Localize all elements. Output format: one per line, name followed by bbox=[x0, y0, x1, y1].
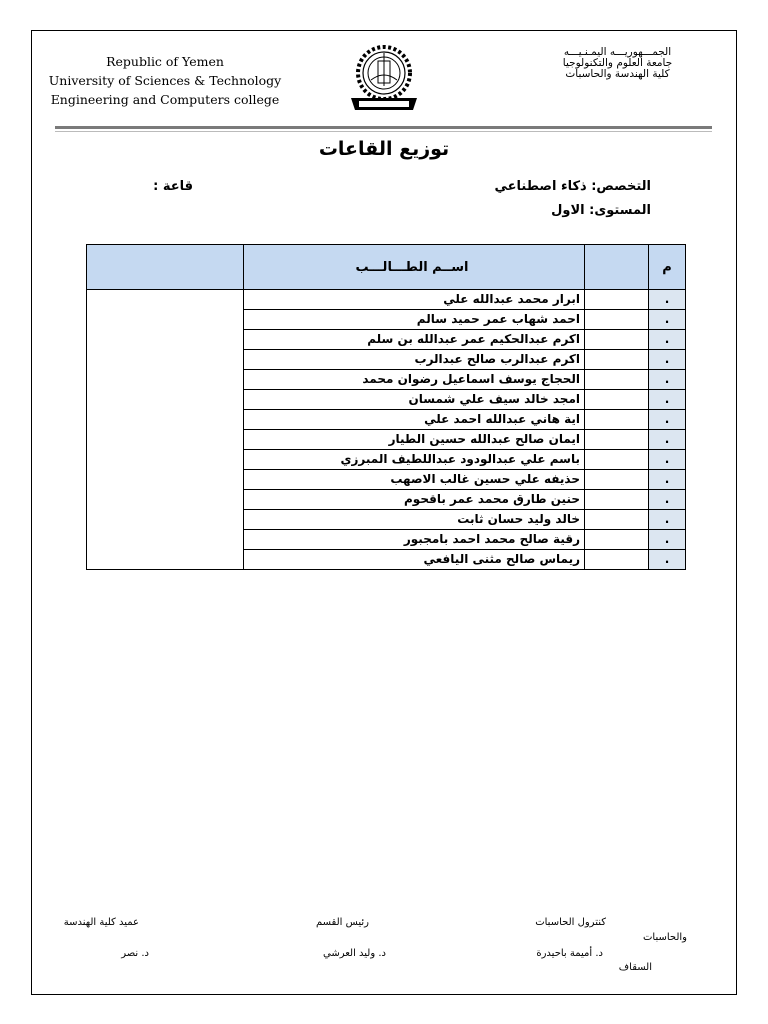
level-label: المستوى: الاول bbox=[551, 203, 651, 218]
student-name-cell: احمد شهاب عمر حميد سالم bbox=[244, 310, 585, 330]
student-name-cell: اية هاني عبدالله احمد علي bbox=[244, 410, 585, 430]
row-blank-cell bbox=[585, 290, 649, 310]
student-name-cell: ابرار محمد عبدالله علي bbox=[244, 290, 585, 310]
student-name-cell: ايمان صالح عبدالله حسين الطيار bbox=[244, 430, 585, 450]
row-blank-cell bbox=[585, 310, 649, 330]
student-name-cell: اكرم عبدالحكيم عمر عبدالله بن سلم bbox=[244, 330, 585, 350]
student-name-cell: اكرم عبدالرب صالح عبدالرب bbox=[244, 350, 585, 370]
header-arabic bbox=[540, 47, 695, 80]
header-ar-line-2: جامعة العلوم والتكنولوجيا bbox=[562, 57, 673, 69]
header-en-line-1: Republic of Yemen bbox=[106, 54, 224, 69]
university-logo-icon bbox=[343, 40, 425, 114]
row-blank-cell bbox=[585, 510, 649, 530]
dean-name: د. نصر bbox=[121, 948, 149, 959]
row-blank-cell bbox=[585, 450, 649, 470]
page-title: توزيع القاعات bbox=[318, 138, 450, 160]
hall-label: قاعة : bbox=[153, 179, 193, 194]
header-en-line-3: Engineering and Computers college bbox=[50, 92, 280, 107]
student-name-cell: رقية صالح محمد احمد بامجبور bbox=[244, 530, 585, 550]
header-divider bbox=[55, 126, 712, 129]
student-name-cell: امجد خالد سيف علي شمسان bbox=[244, 390, 585, 410]
row-blank-cell bbox=[585, 330, 649, 350]
row-number: . bbox=[649, 290, 686, 310]
row-number: . bbox=[649, 530, 686, 550]
student-name-cell: ريماس صالح مثنى اليافعي bbox=[244, 550, 585, 570]
header-divider-thin bbox=[55, 131, 712, 132]
header-english bbox=[40, 52, 290, 109]
row-number: . bbox=[649, 430, 686, 450]
dean-title: عميد كلية الهندسة bbox=[63, 917, 139, 928]
header-ar-line-1: الجمـــهوريـــه اليمـنـيـــه bbox=[563, 46, 672, 58]
row-number: . bbox=[649, 510, 686, 530]
row-number: . bbox=[649, 410, 686, 430]
table-body bbox=[87, 290, 686, 570]
row-blank-cell bbox=[585, 370, 649, 390]
student-name-cell: حذيفه علي حسين غالب الاصهب bbox=[244, 470, 585, 490]
control-title-cont: والحاسبات bbox=[642, 932, 687, 943]
row-blank-cell bbox=[585, 490, 649, 510]
row-number: . bbox=[649, 470, 686, 490]
header-blank bbox=[585, 245, 649, 290]
header-num: م bbox=[649, 245, 686, 290]
header-student-name: اســم الطـــالـــب bbox=[244, 245, 585, 290]
header-en-line-2: University of Sciences & Technology bbox=[48, 73, 282, 88]
control-title: كنترول الحاسبات bbox=[535, 917, 606, 928]
row-blank-cell bbox=[585, 350, 649, 370]
row-blank-cell bbox=[585, 470, 649, 490]
row-blank-cell bbox=[585, 390, 649, 410]
row-blank-cell bbox=[585, 430, 649, 450]
row-number: . bbox=[649, 490, 686, 510]
header-side bbox=[87, 245, 244, 290]
student-name-cell: الحجاج يوسف اسماعيل رضوان محمد bbox=[244, 370, 585, 390]
student-name-cell: حنين طارق محمد عمر باقحوم bbox=[244, 490, 585, 510]
control-name-cont: السقاف bbox=[618, 962, 652, 973]
header-ar-line-3: كلية الهندسة والحاسبات bbox=[565, 68, 670, 80]
row-number: . bbox=[649, 330, 686, 350]
row-number: . bbox=[649, 370, 686, 390]
row-number: . bbox=[649, 450, 686, 470]
students-table bbox=[86, 244, 686, 570]
head-name: د. وليد العرشي bbox=[322, 948, 386, 959]
head-title: رئيس القسم bbox=[315, 917, 369, 928]
row-blank-cell bbox=[585, 530, 649, 550]
table-row bbox=[87, 290, 686, 310]
student-name-cell: خالد وليد حسان ثابت bbox=[244, 510, 585, 530]
side-merged-cell bbox=[87, 290, 244, 570]
table-header-row bbox=[87, 245, 686, 290]
row-number: . bbox=[649, 390, 686, 410]
row-number: . bbox=[649, 310, 686, 330]
row-blank-cell bbox=[585, 410, 649, 430]
control-name: د. أميمة باحيدرة bbox=[536, 948, 603, 959]
student-name-cell: باسم علي عبدالودود عبداللطيف المبرزي bbox=[244, 450, 585, 470]
specialization-label: التخصص: ذكاء اصطناعي bbox=[494, 179, 651, 194]
row-number: . bbox=[649, 350, 686, 370]
row-number: . bbox=[649, 550, 686, 570]
row-blank-cell bbox=[585, 550, 649, 570]
